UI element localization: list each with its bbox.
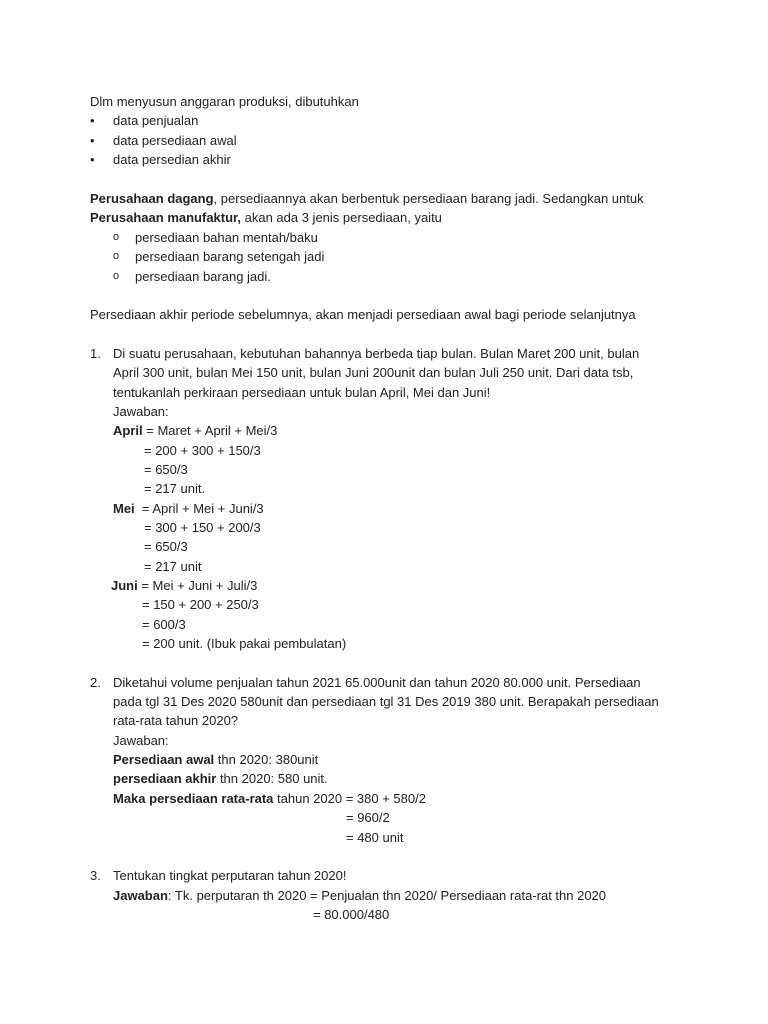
note-text: Persediaan akhir periode sebelumnya, akan menjadi persediaan awal bagi periode selanjutnya <box>90 307 636 322</box>
april-label: April <box>113 423 143 438</box>
juni-step: = 200 unit. (Ibuk pakai pembulatan) <box>142 636 347 651</box>
q3-line: Tentukan tingkat perputaran tahun 2020! <box>113 868 347 883</box>
manufaktur-text: akan ada 3 jenis persediaan, yaitu <box>241 210 442 225</box>
intro-bullet: data persedian akhir <box>113 152 231 167</box>
manufaktur-label: Perusahaan manufaktur, <box>90 210 241 225</box>
juni-step: = 600/3 <box>142 617 186 632</box>
akhir-label: persediaan akhir <box>113 771 217 786</box>
juni-formula: = Mei + Juni + Juli/3 <box>137 578 258 593</box>
bullet-icon: • <box>90 152 95 167</box>
manufaktur-paragraph <box>90 208 442 227</box>
mei-step: = 300 + 150 + 200/3 <box>144 520 261 535</box>
circle-bullet-icon: o <box>113 270 120 282</box>
q1-line: Di suatu perusahaan, kebutuhan bahannya berbeda tiap bulan. Bulan Maret 200 unit, bulan <box>113 346 640 361</box>
mei-label: Mei <box>113 501 135 516</box>
q3-formula: : Tk. perputaran th 2020 = Penjualan thn 2020/ Persediaan rata-rat thn 2020 <box>167 888 607 903</box>
q3-answer-line <box>113 886 606 905</box>
intro-text: Dlm menyusun anggaran produksi, dibutuhkan <box>90 94 359 109</box>
juni-step: = 150 + 200 + 250/3 <box>142 597 259 612</box>
q2-line: Diketahui volume penjualan tahun 2021 65.000unit dan tahun 2020 80.000 unit. Persediaan <box>113 675 641 690</box>
akhir-line <box>113 769 328 788</box>
intro-bullet: data persediaan awal <box>113 133 237 148</box>
rata-rata-step: = 480 unit <box>346 830 404 845</box>
awal-value: thn 2020: 380unit <box>214 752 319 767</box>
juni-label: Juni <box>111 578 138 593</box>
circle-bullet-icon: o <box>113 250 120 262</box>
circle-bullet-icon: o <box>113 231 120 243</box>
april-step: = 200 + 300 + 150/3 <box>144 443 261 458</box>
dagang-label: Perusahaan dagang <box>90 191 214 206</box>
mei-step: = 217 unit <box>144 559 202 574</box>
q1-line: April 300 unit, bulan Mei 150 unit, bulan Juni 200unit dan bulan Juli 250 unit. Dari data tsb, <box>113 365 634 380</box>
april-step: = 217 unit. <box>144 481 206 496</box>
awal-line <box>113 750 318 769</box>
question-number: 3. <box>90 868 101 883</box>
maka-formula: tahun 2020 = 380 + 580/2 <box>273 791 426 806</box>
q2-line: pada tgl 31 Des 2020 580unit dan persediaan tgl 31 Des 2019 380 unit. Berapakah persediaan <box>113 694 659 709</box>
sub-bullet: persediaan barang setengah jadi <box>135 249 325 264</box>
sub-bullet: persediaan bahan mentah/baku <box>135 230 318 245</box>
bullet-icon: • <box>90 113 95 128</box>
awal-label: Persediaan awal <box>113 752 215 767</box>
mei-step: = 650/3 <box>144 539 188 554</box>
q2-line: rata-rata tahun 2020? <box>113 713 239 728</box>
intro-bullet: data penjualan <box>113 113 199 128</box>
dagang-text: , persediaannya akan berbentuk persediaan barang jadi. Sedangkan untuk <box>213 191 644 206</box>
dagang-paragraph <box>90 189 644 208</box>
sub-bullet: persediaan barang jadi. <box>135 269 271 284</box>
rata-rata-line <box>113 789 426 808</box>
jawaban-label: Jawaban: <box>113 404 169 419</box>
april-step: = 650/3 <box>144 462 188 477</box>
mei-formula: = April + Mei + Juni/3 <box>134 501 264 516</box>
mei-equation <box>113 499 264 518</box>
q1-line: tentukanlah perkiraan persediaan untuk bulan April, Mei dan Juni! <box>113 385 491 400</box>
akhir-value: thn 2020: 580 unit. <box>216 771 328 786</box>
rata-rata-step: = 960/2 <box>346 810 390 825</box>
q3-step: = 80.000/480 <box>313 907 390 922</box>
juni-equation <box>111 576 257 595</box>
bullet-icon: • <box>90 133 95 148</box>
april-equation <box>113 421 277 440</box>
question-number: 2. <box>90 675 101 690</box>
april-formula: = Maret + April + Mei/3 <box>142 423 278 438</box>
question-number: 1. <box>90 346 101 361</box>
jawaban-label: Jawaban: <box>113 733 169 748</box>
maka-label: Maka persediaan rata-rata <box>113 791 274 806</box>
q3-jawaban-label: Jawaban <box>113 888 168 903</box>
